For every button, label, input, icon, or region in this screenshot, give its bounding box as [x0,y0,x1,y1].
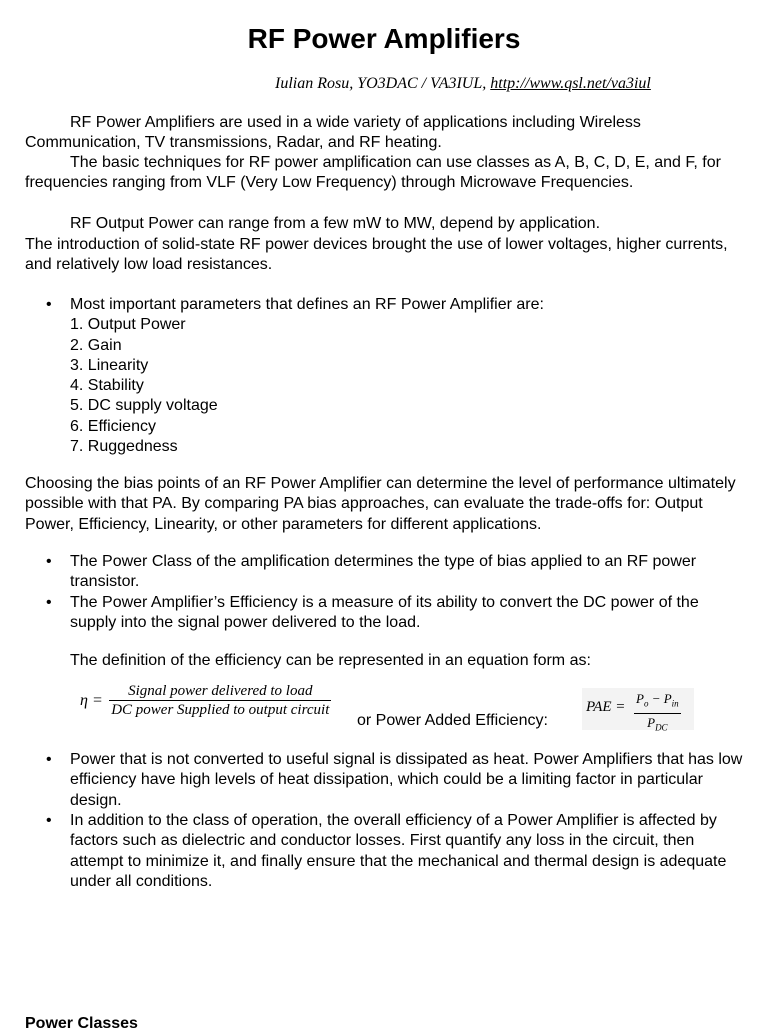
bullet-marker: • [46,296,52,313]
intro-text-2: The basic techniques for RF power amplification can use classes as A, B, C, D, E, and F, for frequencies ranging from VLF (Very Low Frequency) through Microwave Frequencies. [25,154,721,192]
pae-fraction [634,690,681,736]
list-item: 4. Stability [70,377,144,395]
pae-denominator: $P_{DC}$ [647,714,668,733]
list-item: 2. Gain [70,336,122,354]
power-class-bullet [46,552,746,593]
section-heading: Power Classes [25,1015,138,1032]
efficiency-equation [80,682,331,719]
fraction-numerator: Signal power delivered to load [109,682,331,701]
pae-label: or Power Added Efficiency: [357,712,548,729]
pae-numerator: $P_o - P_{in}$ [634,690,681,714]
author-link[interactable]: http://www.qsl.net/va3iul [490,75,651,92]
efficiency-intro-text: The definition of the efficiency can be represented in an equation form as: [70,652,591,669]
parameters-lead: Most important parameters that defines an RF Power Amplifier are: [70,296,544,313]
bullet-marker: • [46,594,52,611]
eta-symbol: η = [80,691,103,709]
bullet-text: Power that is not converted to useful signal is dissipated as heat. Power Amplifiers that has low efficiency have high levels of heat dissipation, which could be a limiting factor in particular design. [70,751,743,809]
efficiency-intro [46,651,746,671]
parameters-list [70,315,746,457]
list-item: 7. Ruggedness [70,438,178,456]
document-title: RF Power Amplifiers [247,23,521,54]
intro-text-1: RF Power Amplifiers are used in a wide variety of applications including Wireless Communication, TV transmissions, Radar, and RF heating. [25,114,641,152]
efficiency-bullet [46,593,746,634]
bullet-marker: • [46,751,52,768]
bullet-marker: • [46,812,52,829]
bullet-text: In addition to the class of operation, the overall efficiency of a Power Amplifier is affected by factors such as dielectric and conductor losses. First quantify any loss in the circuit, then attempt to minimize it, and finally ensure that the mechanical and thermal design is adequate under all conditions. [70,812,727,890]
bullet-text: The Power Amplifier’s Efficiency is a measure of its ability to convert the DC power of the supply into the signal power delivered to the load. [70,594,699,632]
intro-paragraph-1 [25,113,747,154]
pae-lhs: PAE = [586,699,626,715]
fraction-denominator: DC power Supplied to output circuit [111,702,330,718]
list-item: 3. Linearity [70,356,149,374]
author-name: Iulian Rosu, YO3DAC / VA3IUL, [275,75,491,92]
efficiency-fraction [109,682,331,719]
parameters-bullet [46,295,746,457]
intro-paragraph-3 [25,214,747,234]
bullet-text: The Power Class of the amplification determines the type of bias applied to an RF power transistor. [70,553,697,591]
bias-paragraph: Choosing the bias points of an RF Power Amplifier can determine the level of performance ultimately possible with that PA. By comparing PA bias approaches, can evaluate the trade-offs for: Output Power, Efficiency, Linearity, or other parameters for different applications. [25,475,736,533]
list-item: 6. Efficiency [70,417,156,435]
intro-text-3: RF Output Power can range from a few mW to MW, depend by application. [70,215,601,232]
intro-paragraph-4: The introduction of solid-state RF power devices brought the use of lower voltages, higher currents, and relatively low load resistances. [25,236,728,274]
list-item: 5. DC supply voltage [70,397,218,415]
heat-bullet [46,750,746,811]
losses-bullet [46,811,746,892]
bullet-marker: • [46,553,52,570]
author-line [275,74,755,94]
pae-equation [582,688,694,733]
list-item: 1. Output Power [70,316,186,334]
intro-paragraph-2 [25,153,747,194]
